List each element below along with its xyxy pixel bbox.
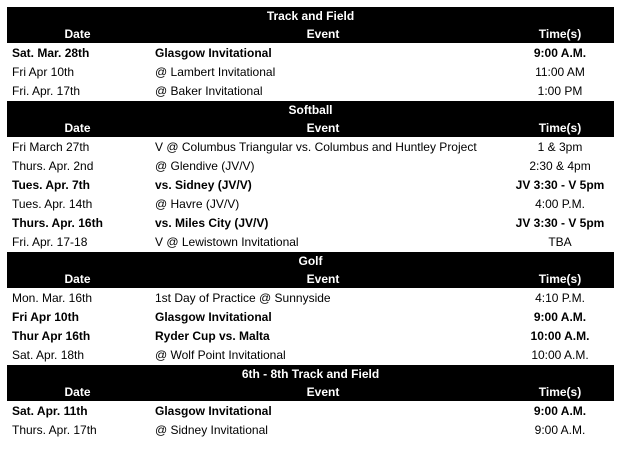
event-date: Sat. Apr. 11th: [12, 404, 88, 418]
event-time: 1 & 3pm: [537, 140, 583, 154]
event-name: @ Havre (JV/V): [155, 197, 240, 211]
event-header: Event: [150, 25, 496, 43]
event-time: 1:00 PM: [537, 84, 583, 98]
column-header-row: [7, 270, 614, 288]
schedule-row: [7, 233, 614, 252]
date-header: Date: [7, 270, 150, 288]
schedule-row: [7, 176, 614, 195]
schedule-row: [7, 327, 614, 346]
time-header: Time(s): [496, 119, 614, 137]
event-name: @ Glendive (JV/V): [155, 159, 255, 173]
event-date: Tues. Apr. 7th: [12, 178, 91, 192]
column-header-row: [7, 25, 614, 43]
event-name: @ Baker Invitational: [155, 84, 263, 98]
event-date: Thurs. Apr. 2nd: [12, 159, 94, 173]
event-date: Sat. Mar. 28th: [12, 46, 90, 60]
event-time: JV 3:30 - V 5pm: [515, 216, 605, 230]
schedule-row: [7, 137, 614, 157]
event-time: 9:00 A.M.: [534, 423, 586, 437]
event-name: @ Sidney Invitational: [155, 423, 268, 437]
event-date: Thurs. Apr. 16th: [12, 216, 103, 230]
event-name: Glasgow Invitational: [155, 404, 272, 418]
schedule-row: [7, 401, 614, 421]
event-time: JV 3:30 - V 5pm: [515, 178, 605, 192]
schedule-row: [7, 288, 614, 308]
schedule-row: [7, 195, 614, 214]
time-header: Time(s): [496, 383, 614, 401]
section-title-row: [7, 101, 614, 119]
date-header: Date: [7, 383, 150, 401]
event-time: 2:30 & 4pm: [529, 159, 591, 173]
schedule-row: [7, 63, 614, 82]
event-time: 11:00 AM: [535, 65, 585, 79]
event-name: 1st Day of Practice @ Sunnyside: [155, 291, 331, 305]
schedule-row: [7, 157, 614, 176]
event-date: Thur Apr 16th: [12, 329, 91, 343]
time-header: Time(s): [496, 25, 614, 43]
schedule-row: [7, 82, 614, 101]
event-time: 10:00 A.M.: [531, 348, 589, 362]
event-time: 4:00 P.M.: [535, 197, 585, 211]
column-header-row: [7, 119, 614, 137]
event-date: Fri Apr 10th: [12, 310, 79, 324]
event-time: 9:00 A.M.: [533, 310, 587, 324]
event-header: Event: [150, 270, 496, 288]
schedule-row: [7, 308, 614, 327]
date-header: Date: [7, 119, 150, 137]
event-name: V @ Columbus Triangular vs. Columbus and Huntley Project: [155, 140, 477, 154]
event-date: Fri. Apr. 17-18: [12, 235, 88, 249]
event-header: Event: [150, 119, 496, 137]
section-title-row: [7, 365, 614, 383]
event-name: vs. Miles City (JV/V): [155, 216, 269, 230]
event-date: Mon. Mar. 16th: [12, 291, 93, 305]
schedule-row: [7, 346, 614, 365]
event-date: Fri Apr 10th: [12, 65, 75, 79]
section-title-row: [7, 252, 614, 270]
event-time: 9:00 A.M.: [533, 404, 587, 418]
event-name: @ Lambert Invitational: [155, 65, 276, 79]
time-header: Time(s): [496, 270, 614, 288]
section-title: Track and Field: [7, 7, 614, 25]
event-date: Sat. Apr. 18th: [12, 348, 85, 362]
schedule-row: [7, 421, 614, 440]
event-name: vs. Sidney (JV/V): [155, 178, 252, 192]
event-date: Thurs. Apr. 17th: [12, 423, 97, 437]
schedule-table: [7, 7, 614, 440]
event-name: V @ Lewistown Invitational: [155, 235, 299, 249]
event-date: Tues. Apr. 14th: [12, 197, 93, 211]
event-time: 9:00 A.M.: [533, 46, 587, 60]
event-name: Ryder Cup vs. Malta: [155, 329, 270, 343]
column-header-row: [7, 383, 614, 401]
section-title-row: [7, 7, 614, 25]
event-time: 10:00 A.M.: [530, 329, 590, 343]
event-date: Fri. Apr. 17th: [12, 84, 81, 98]
section-title: Softball: [7, 101, 614, 119]
schedule-row: [7, 43, 614, 63]
schedule-body: [7, 7, 614, 440]
event-name: @ Wolf Point Invitational: [155, 348, 286, 362]
section-title: Golf: [7, 252, 614, 270]
section-title: 6th - 8th Track and Field: [7, 365, 614, 383]
schedule-row: [7, 214, 614, 233]
event-header: Event: [150, 383, 496, 401]
event-time: 4:10 P.M.: [535, 291, 585, 305]
event-time: TBA: [548, 235, 572, 249]
event-name: Glasgow Invitational: [155, 46, 272, 60]
date-header: Date: [7, 25, 150, 43]
event-date: Fri March 27th: [12, 140, 90, 154]
event-name: Glasgow Invitational: [155, 310, 272, 324]
